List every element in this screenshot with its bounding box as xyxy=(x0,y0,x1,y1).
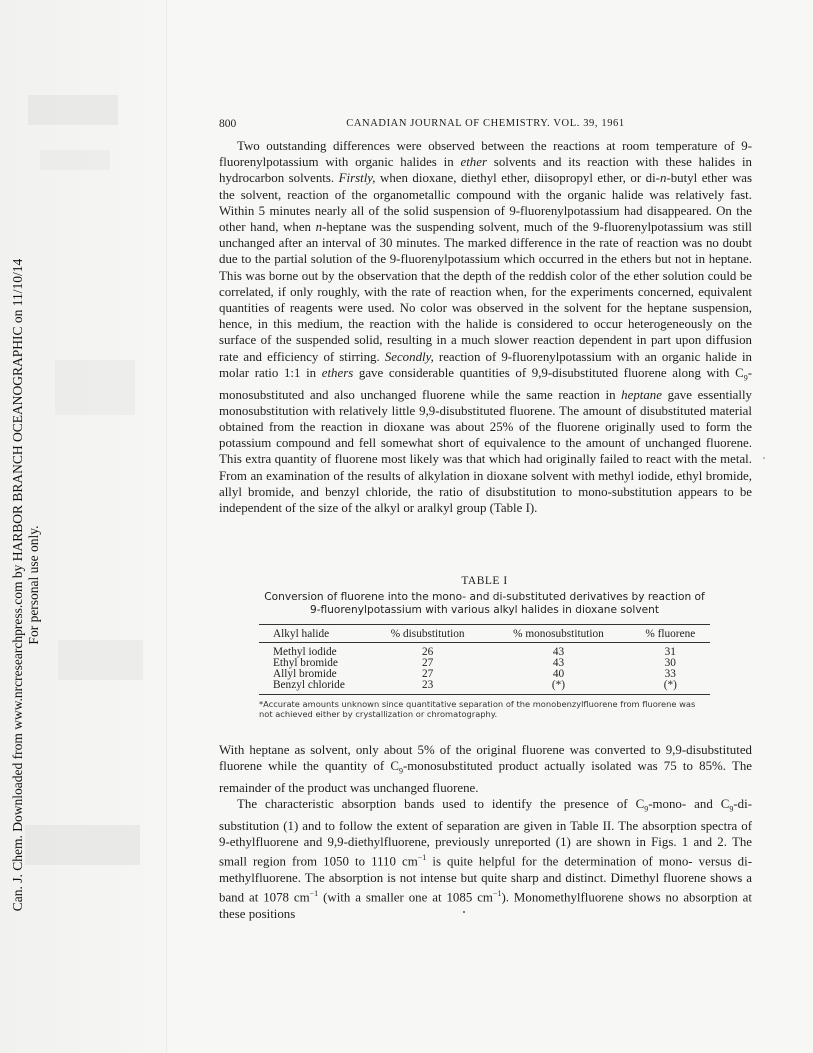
table-cell: 40 xyxy=(552,668,565,680)
gutter-line xyxy=(166,0,167,1053)
margin-blot xyxy=(28,95,118,125)
paragraph-2 xyxy=(219,742,752,922)
paragraph-3-text: The characteristic absorption bands used to identify the presence of $C_9-mono-$ and $C_9-di$-substitution (1) and to follow the extent of separation are given in Table II. The absorption spectra of 9-ethylfluorene and 9,9-diethylfluorene, previously unreported (1) are shown in Figs. 1 and 2. The small region from 1050 to 1110 $cm^{-1}$ is quite helpful for the determination of mono- versus di-methylfluorene. The absorption is not intense but quite sharp and distinct. Dimethyl fluorene shows a band at 1078 $cm^{-1}$ (with a smaller one at 1085 $cm^{-1}$). Monomethylfluorene shows no absorption at these positions xyxy=(219,797,752,921)
table-cell: 33 xyxy=(664,668,676,680)
download-stamp-line1: Can. J. Chem. Downloaded from www.nrcresearchpress.com by HARBOR BRANCH OCEANOGRAPHIC on 11/10/14 xyxy=(10,258,25,912)
margin-blot xyxy=(25,825,140,865)
table-cell: 31 xyxy=(664,646,676,658)
download-stamp-line2: For personal use only. xyxy=(25,525,41,645)
table-cell: 43 xyxy=(552,657,565,669)
table-footnote: *Accurate amounts unknown since quantitative separation of the monobenzylfluorene from fluorene was not achieved either by crystallization or chromatography. xyxy=(259,699,696,719)
column-header: Alkyl halide xyxy=(259,625,369,643)
table-label: TABLE I xyxy=(461,575,508,587)
running-header xyxy=(219,118,752,132)
column-header: % fluorene xyxy=(631,625,710,643)
table-cell: Allyl bromide xyxy=(273,668,337,680)
column-header: % monosubstitution xyxy=(486,625,630,643)
table-row xyxy=(259,680,710,695)
column-header: % disubstitution xyxy=(369,625,486,643)
download-stamp xyxy=(10,170,41,1000)
table-cell: 26 xyxy=(422,646,434,658)
table-cell: 27 xyxy=(422,668,434,680)
table-cell: 23 xyxy=(369,680,486,695)
table-caption-line1: Conversion of fluorene into the mono- and di-substituted derivatives by reaction of xyxy=(264,591,705,603)
paragraph-1 xyxy=(219,138,752,516)
page-number: 800 xyxy=(219,118,237,130)
paragraph-1-text: Two outstanding differences were observed between the reactions at room temperature of 9-fluorenylpotassium with organic halides in ether solvents and its reaction with these halides in hydrocarbon solvents. Firstly, when dioxane, diethyl ether, diisopropyl ether, or di-n-butyl ether was the solvent, reaction of the organometallic compound with the organic halide was relatively fast. Within 5 minutes nearly all of the solid suspension of 9-fluorenylpotassium had disappeared. On the other hand, when n-heptane was the suspending solvent, much of the 9-fluorenylpotassium was still unchanged after an interval of 30 minutes. The marked difference in the rate of reaction was no doubt due to the partial solution of the 9-fluorenylpotassium which occurred in the ethers but not in heptane. This was borne out by the observation that the depth of the reddish color of the ether solution could be correlated, if only roughly, with the rate of reaction when, for the experiments concerned, equivalent quantities of reagents were used. No color was observed in the solvent for the heptane suspension, hence, in this medium, the reaction with the halide is considered to occur heterogeneously on the surface of the suspended solid, resulting in a much slower reaction dependent in part upon diffusion rate and efficiency of stirring. Secondly, reaction of 9-fluorenylpotassium with an organic halide in molar ratio 1:1 in ethers gave considerable quantities of 9,9-disubstituted fluorene along with $C_9$-monosubstituted and also unchanged fluorene while the same reaction in heptane gave essentially monosubstitution with relatively little 9,9-disubstituted fluorene. The amount of disubstituted material obtained from the reaction in dioxane was about 25% of the fluorene originally used to form the potassium compound and fell somewhat short of equivalence to the amount of unchanged fluorene. This extra quantity of fluorene most likely was that which had originally failed to react with the metal. From an examination of the results of alkylation in dioxane solvent with methyl iodide, ethyl bromide, allyl bromide, and benzyl chloride, the ratio of disubstitution to mono-substitution appears to be independent of the size of the alkyl or aralkyl group (Table I). xyxy=(219,139,752,516)
table-caption xyxy=(259,591,710,617)
table-cell: Methyl iodide xyxy=(273,646,337,658)
scan-speck xyxy=(463,911,465,913)
table-cell: (*) xyxy=(486,680,630,695)
running-title: CANADIAN JOURNAL OF CHEMISTRY. VOL. 39, 1961 xyxy=(346,118,625,129)
table-cell: 43 xyxy=(552,646,565,658)
margin-blot xyxy=(40,150,110,170)
table-cell: Ethyl bromide xyxy=(273,657,338,669)
data-table xyxy=(259,624,710,695)
table-1 xyxy=(259,575,710,719)
table-caption-line2: 9-fluorenylpotassium with various alkyl halides in dioxane solvent xyxy=(309,604,660,616)
margin-blot xyxy=(55,360,135,415)
table-row xyxy=(259,643,710,659)
scan-speck xyxy=(763,457,765,459)
table-cell: 30 xyxy=(664,657,676,669)
paragraph-2-text: With heptane as solvent, only about 5% of the original fluorene was converted to 9,9-disubstituted fluorene while the quantity of $C_9$-monosubstituted product actually isolated was 75 to 85%. The remainder of the product was unchanged fluorene. xyxy=(219,743,753,795)
table-cell: (*) xyxy=(631,680,710,695)
table-cell: 27 xyxy=(422,657,434,669)
table-cell: Benzyl chloride xyxy=(259,680,369,695)
margin-blot xyxy=(58,640,143,680)
